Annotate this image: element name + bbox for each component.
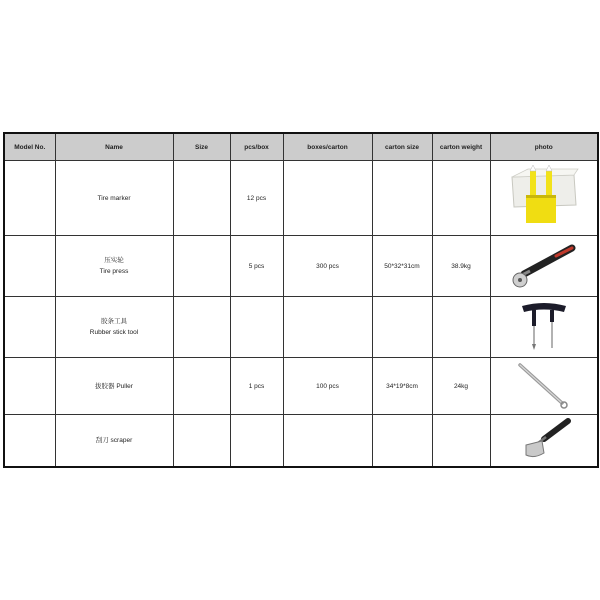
table-row — [4, 297, 598, 358]
tire-marker-photo — [508, 165, 580, 229]
pcs-box-cell — [230, 297, 283, 358]
name-en: Tire press — [99, 268, 129, 275]
size-cell — [173, 415, 230, 467]
header-carton-size: carton size — [372, 133, 432, 161]
name-cell — [55, 297, 173, 358]
name-cn: 胶条工具 — [101, 318, 127, 325]
header-row — [4, 133, 598, 161]
name-en: Rubber stick tool — [89, 329, 139, 336]
table-row — [4, 415, 598, 467]
size-cell — [173, 297, 230, 358]
boxes-carton-cell: 100 pcs — [283, 358, 372, 415]
pcs-box-cell — [230, 415, 283, 467]
carton-weight-cell — [432, 415, 490, 467]
tire-press-photo — [508, 240, 580, 290]
pcs-box-cell: 5 pcs — [230, 236, 283, 297]
name-cell — [55, 415, 173, 467]
carton-size-cell — [372, 161, 432, 236]
size-cell — [173, 358, 230, 415]
boxes-carton-cell: 300 pcs — [283, 236, 372, 297]
table-row — [4, 161, 598, 236]
carton-size-cell: 50*32*31cm — [372, 236, 432, 297]
model-no-cell — [4, 297, 55, 358]
carton-weight-cell: 38.9kg — [432, 236, 490, 297]
header-pcs-box: pcs/box — [230, 133, 283, 161]
name-cn: 压实轮 — [104, 257, 124, 264]
table-row — [4, 358, 598, 415]
model-no-cell — [4, 415, 55, 467]
photo-cell — [490, 358, 598, 415]
model-no-cell — [4, 236, 55, 297]
name-cell — [55, 161, 173, 236]
header-carton-weight: carton weight — [432, 133, 490, 161]
photo-cell — [490, 161, 598, 236]
carton-weight-cell — [432, 297, 490, 358]
photo-cell — [490, 415, 598, 467]
scraper-photo — [508, 415, 580, 463]
header-photo: photo — [490, 133, 598, 161]
boxes-carton-cell — [283, 161, 372, 236]
model-no-cell — [4, 161, 55, 236]
boxes-carton-cell — [283, 297, 372, 358]
photo-cell — [490, 297, 598, 358]
table-row — [4, 236, 598, 297]
name-cell — [55, 236, 173, 297]
carton-weight-cell: 24kg — [432, 358, 490, 415]
photo-cell — [490, 236, 598, 297]
carton-size-cell: 34*19*8cm — [372, 358, 432, 415]
size-cell — [173, 161, 230, 236]
carton-size-cell — [372, 415, 432, 467]
header-size: Size — [173, 133, 230, 161]
header-model-no: Model No. — [4, 133, 55, 161]
pcs-box-cell: 1 pcs — [230, 358, 283, 415]
header-boxes-carton: boxes/carton — [283, 133, 372, 161]
carton-weight-cell — [432, 161, 490, 236]
name-cell — [55, 358, 173, 415]
carton-size-cell — [372, 297, 432, 358]
size-cell — [173, 236, 230, 297]
puller-photo — [508, 359, 580, 411]
product-spec-table — [3, 132, 599, 468]
pcs-box-cell: 12 pcs — [230, 161, 283, 236]
model-no-cell — [4, 358, 55, 415]
name-en: Tire marker — [97, 194, 131, 202]
header-name: Name — [55, 133, 173, 161]
name-en: 拔胶器 Puller — [95, 382, 133, 390]
rubber-stick-tool-photo — [508, 298, 580, 354]
boxes-carton-cell — [283, 415, 372, 467]
name-en: 刮刀 scraper — [95, 436, 133, 444]
